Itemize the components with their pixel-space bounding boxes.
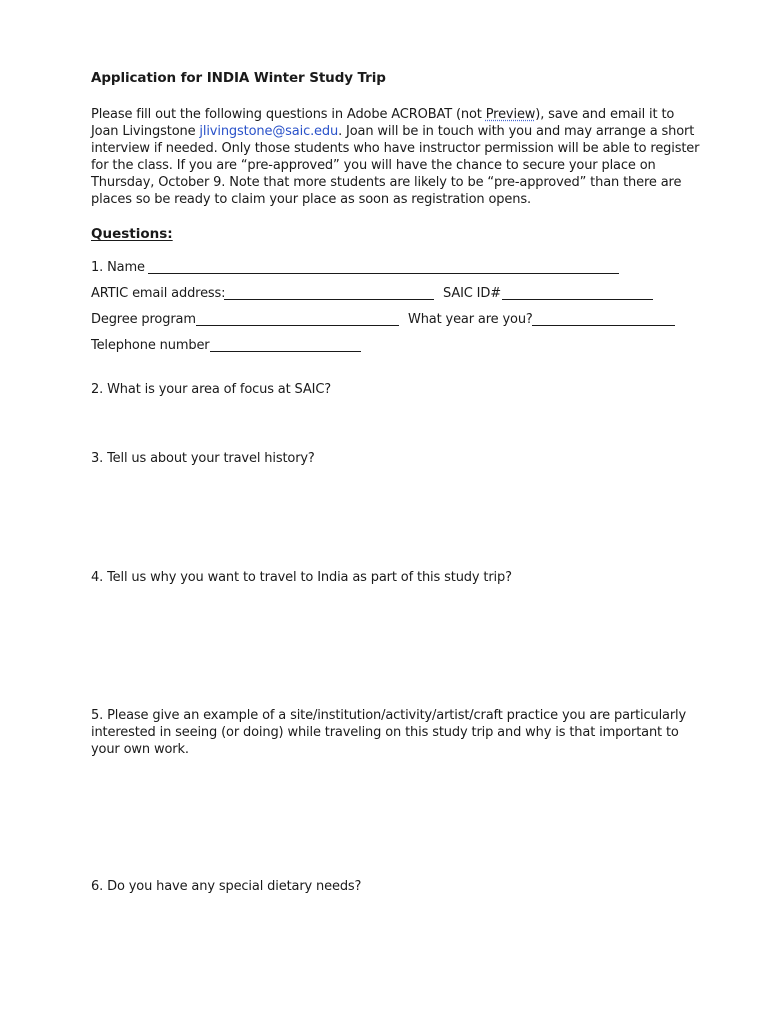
questions-heading: Questions: — [91, 226, 173, 242]
degree-program-label: Degree program — [91, 312, 196, 327]
preview-word: Preview — [485, 107, 536, 122]
artic-email-label: ARTIC email address: — [91, 286, 226, 301]
name-label: 1. Name — [91, 260, 145, 275]
intro-line-6: places so be ready to claim your place as soon as registration opens. — [91, 192, 531, 207]
year-row — [408, 312, 533, 327]
intro-line-4: for the class. If you are “pre-approved” you will have the chance to secure your place on — [91, 158, 656, 173]
question-2-text: 2. What is your area of focus at SAIC? — [91, 382, 332, 397]
question-3 — [91, 450, 691, 467]
question-6 — [91, 878, 691, 895]
question-5-line-3: your own work. — [91, 742, 189, 757]
telephone-label: Telephone number — [91, 338, 210, 353]
question-5-line-1: 5. Please give an example of a site/institution/activity/artist/craft practice you are particularly — [91, 708, 687, 723]
email-link[interactable]: jlivingstone@saic.edu — [199, 124, 339, 139]
question-5 — [91, 707, 691, 758]
question-5-line-2: interested in seeing (or doing) while traveling on this study trip and why is that important to — [91, 725, 679, 740]
question-4 — [91, 569, 691, 586]
intro-text: ), save and email it to — [535, 107, 675, 122]
intro-line-2 — [91, 123, 695, 140]
saic-id-field[interactable] — [502, 299, 653, 300]
name-field[interactable] — [148, 273, 619, 274]
saic-id-label: SAIC ID# — [443, 286, 501, 301]
question-6-text: 6. Do you have any special dietary needs? — [91, 879, 362, 894]
question-4-text: 4. Tell us why you want to travel to India as part of this study trip? — [91, 570, 512, 585]
intro-line-3: interview if needed. Only those students who have instructor permission will be able to register — [91, 141, 700, 156]
saic-id-row — [443, 286, 501, 301]
degree-program-field[interactable] — [196, 325, 399, 326]
intro-text: Please fill out the following questions in Adobe ACROBAT (not — [91, 107, 486, 122]
question-2 — [91, 381, 691, 398]
intro-line-1 — [91, 106, 691, 123]
artic-email-field[interactable] — [224, 299, 434, 300]
question-3-text: 3. Tell us about your travel history? — [91, 451, 315, 466]
telephone-row — [91, 338, 210, 353]
intro-text: Joan Livingstone — [91, 124, 200, 139]
year-field[interactable] — [532, 325, 675, 326]
name-row — [91, 260, 145, 275]
page-title: Application for INDIA Winter Study Trip — [91, 70, 386, 86]
telephone-field[interactable] — [210, 351, 361, 352]
intro-paragraph — [91, 106, 700, 208]
intro-text: . Joan will be in touch with you and may arrange a short — [338, 124, 695, 139]
artic-email-row — [91, 286, 225, 301]
intro-line-5: Thursday, October 9. Note that more students are likely to be “pre-approved” than there are — [91, 175, 682, 190]
year-label: What year are you? — [408, 312, 533, 327]
degree-program-row — [91, 312, 196, 327]
